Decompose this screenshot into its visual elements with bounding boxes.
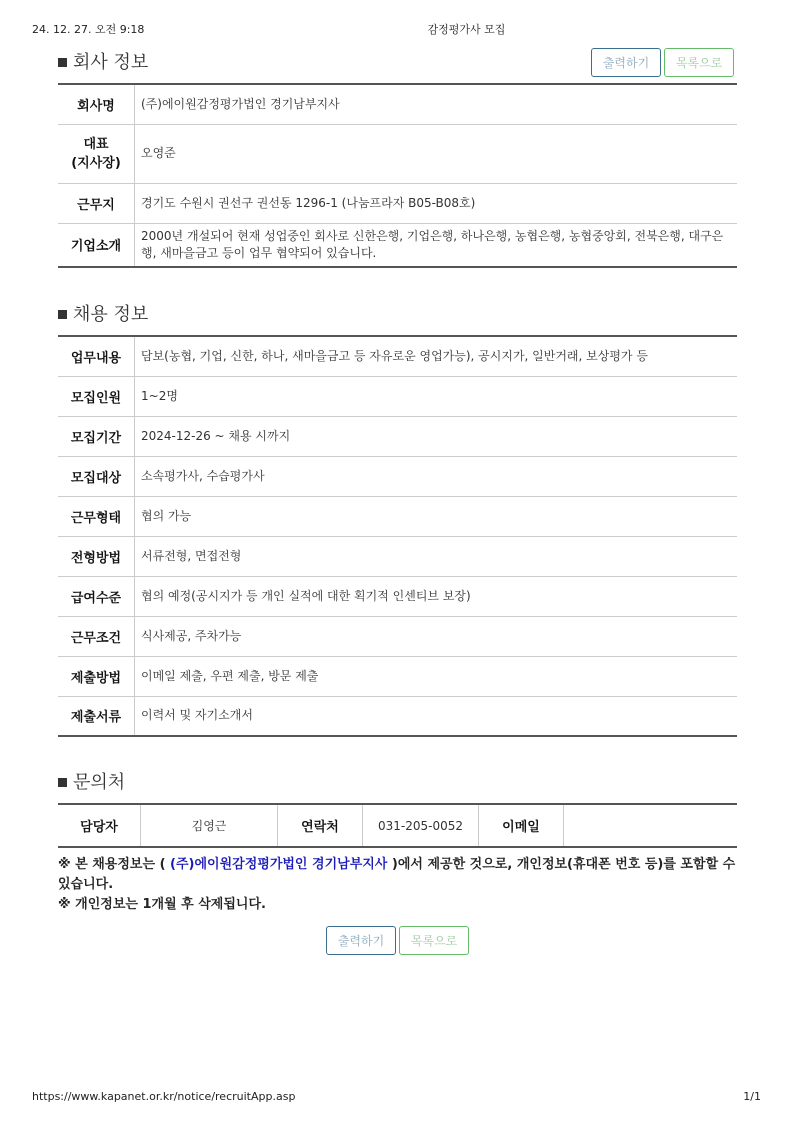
table-row bbox=[58, 456, 737, 496]
table-row bbox=[58, 376, 737, 416]
square-bullet-icon bbox=[58, 58, 67, 67]
row-value: 소속평가사, 수습평가사 bbox=[135, 456, 738, 496]
workplace-value: 경기도 수원시 권선구 권선동 1296-1 (나눔프라자 B05-B08호) bbox=[135, 183, 738, 223]
list-button-top[interactable]: 목록으로 bbox=[664, 48, 734, 77]
company-section-title bbox=[58, 48, 148, 74]
contact-section-label: 문의처 bbox=[73, 772, 126, 793]
table-row bbox=[58, 536, 737, 576]
row-value: 2024-12-26 ~ 채용 시까지 bbox=[135, 416, 738, 456]
person-label: 담당자 bbox=[58, 804, 141, 847]
row-label: 전형방법 bbox=[58, 536, 135, 576]
row-label: 대표 (지사장) bbox=[58, 124, 135, 183]
company-name-value: (주)에이원감정평가법인 경기남부지사 bbox=[141, 96, 340, 111]
table-row bbox=[58, 804, 737, 847]
table-row bbox=[58, 696, 737, 736]
table-row bbox=[58, 223, 737, 267]
email-value bbox=[564, 804, 738, 847]
representative-value: 오영준 bbox=[135, 124, 738, 183]
table-row bbox=[58, 616, 737, 656]
print-footer-url: https://www.kapanet.or.kr/notice/recruitApp.asp bbox=[32, 1090, 296, 1103]
row-value: 식사제공, 주차가능 bbox=[135, 616, 738, 656]
table-row bbox=[58, 124, 737, 183]
row-label: 모집대상 bbox=[58, 456, 135, 496]
contact-section-title bbox=[58, 768, 125, 794]
company-info-table bbox=[58, 83, 737, 268]
row-label: 회사명 bbox=[58, 84, 135, 124]
print-button-top[interactable]: 출력하기 bbox=[591, 48, 661, 77]
notice-line-1 bbox=[58, 855, 742, 895]
company-section-label: 회사 정보 bbox=[73, 52, 149, 73]
row-label: 제출방법 bbox=[58, 656, 135, 696]
square-bullet-icon bbox=[58, 310, 67, 319]
phone-label: 연락처 bbox=[278, 804, 363, 847]
email-label: 이메일 bbox=[479, 804, 564, 847]
row-label: 근무지 bbox=[58, 183, 135, 223]
recruit-section-label: 채용 정보 bbox=[73, 304, 149, 325]
print-button-bottom[interactable]: 출력하기 bbox=[326, 926, 396, 955]
print-header-date: 24. 12. 27. 오전 9:18 bbox=[32, 23, 145, 36]
notice-suffix: )에서 제공한 것으로, 개인정보(휴대폰 번호 등)를 포함할 수 있습니다. bbox=[58, 857, 736, 892]
notice-prefix: ※ 본 채용정보는 ( bbox=[58, 857, 171, 872]
row-label: 모집기간 bbox=[58, 416, 135, 456]
row-label: 근무형태 bbox=[58, 496, 135, 536]
row-value: 서류전형, 면접전형 bbox=[135, 536, 738, 576]
list-button-bottom[interactable]: 목록으로 bbox=[399, 926, 469, 955]
phone-value: 031-205-0052 bbox=[363, 804, 479, 847]
recruit-info-table bbox=[58, 335, 737, 737]
privacy-notice bbox=[58, 855, 742, 915]
table-row bbox=[58, 84, 737, 124]
table-row bbox=[58, 336, 737, 376]
table-row bbox=[58, 183, 737, 223]
company-intro-value: 2000년 개설되어 현재 성업중인 회사로 신한은행, 기업은행, 하나은행, 농협은행, 농협중앙회, 전북은행, 대구은행, 새마을금고 등이 업무 협약되어 있습니다. bbox=[135, 223, 738, 267]
row-label: 업무내용 bbox=[58, 336, 135, 376]
square-bullet-icon bbox=[58, 778, 67, 787]
notice-company-name: (주)에이원감정평가법인 경기남부지사 bbox=[170, 857, 388, 872]
row-label: 모집인원 bbox=[58, 376, 135, 416]
notice-line-2: ※ 개인정보는 1개월 후 삭제됩니다. bbox=[58, 897, 266, 912]
row-label: 근무조건 bbox=[58, 616, 135, 656]
recruit-section-title bbox=[58, 300, 148, 326]
row-value: 담보(농협, 기업, 신한, 하나, 새마을금고 등 자유로운 영업가능), 공시지가, 일반거래, 보상평가 등 bbox=[141, 348, 648, 363]
table-row bbox=[58, 656, 737, 696]
row-label: 제출서류 bbox=[58, 696, 135, 736]
contact-table bbox=[58, 803, 737, 848]
print-header-title: 감정평가사 모집 bbox=[427, 23, 506, 36]
row-value: 이력서 및 자기소개서 bbox=[135, 696, 738, 736]
person-value: 김영근 bbox=[141, 804, 278, 847]
table-row bbox=[58, 496, 737, 536]
row-value: 협의 가능 bbox=[135, 496, 738, 536]
row-label: 급여수준 bbox=[58, 576, 135, 616]
table-row bbox=[58, 576, 737, 616]
row-value: 이메일 제출, 우편 제출, 방문 제출 bbox=[135, 656, 738, 696]
row-label: 기업소개 bbox=[58, 223, 135, 267]
table-row bbox=[58, 416, 737, 456]
row-value: 1~2명 bbox=[135, 376, 738, 416]
row-value: 협의 예정(공시지가 등 개인 실적에 대한 획기적 인센티브 보장) bbox=[135, 576, 738, 616]
print-footer-page: 1/1 bbox=[743, 1090, 761, 1103]
